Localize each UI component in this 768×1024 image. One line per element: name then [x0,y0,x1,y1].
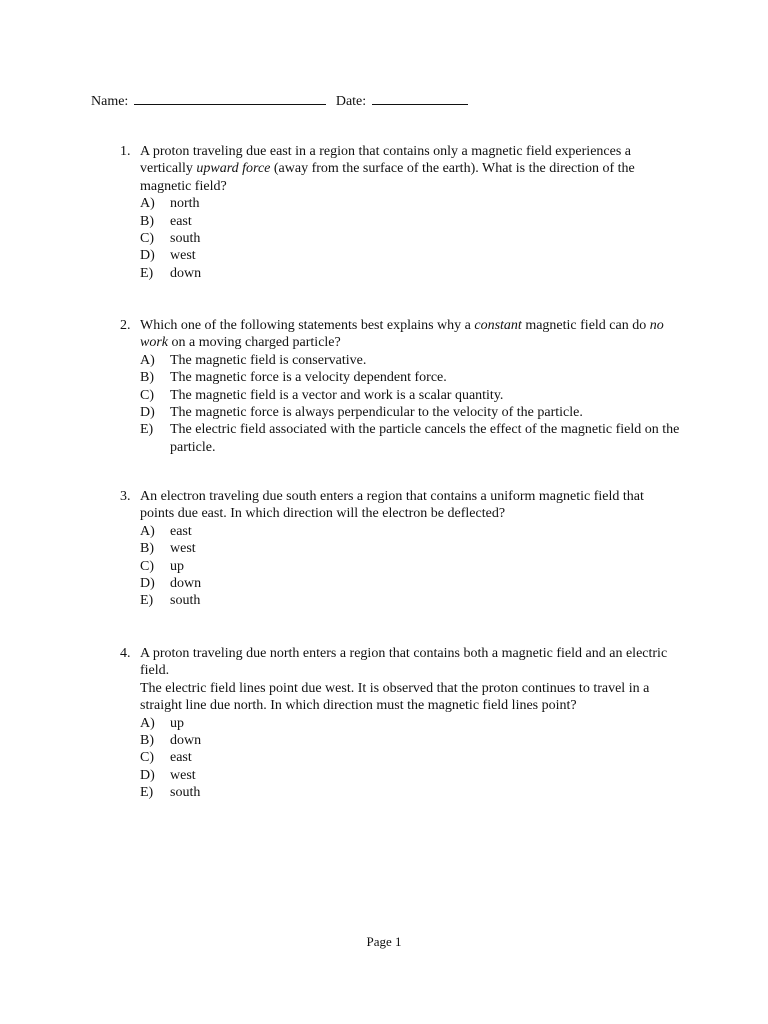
question-4 [120,645,680,802]
question-number: 2. [120,318,131,333]
option-text: down [170,576,202,592]
question-text [140,645,680,680]
question-text-part: on a moving charged particle? [168,335,341,351]
option-text: up [170,558,184,574]
answer-option-b[interactable] [140,540,680,557]
answer-option-d[interactable] [140,767,680,784]
date-blank-line[interactable] [372,91,468,105]
question-3 [120,488,680,610]
option-letter: A) [140,196,155,212]
question-2 [120,317,680,456]
question-number: 1. [120,144,131,159]
question-text-part: A proton traveling due north enters a region that contains both a magnetic field and an electric field. [140,646,668,679]
answer-option-e[interactable] [140,784,680,801]
option-text: down [170,265,202,281]
option-text: down [170,733,202,749]
option-text: The magnetic force is a velocity dependent force. [170,370,447,386]
answer-options [140,523,680,610]
answer-option-a[interactable] [140,195,680,212]
answer-option-b[interactable] [140,732,680,749]
option-text: south [170,785,201,801]
answer-option-b[interactable] [140,369,680,386]
option-letter: B) [140,541,154,557]
option-letter: A) [140,715,155,731]
option-letter: E) [140,593,154,609]
option-letter: B) [140,733,154,749]
answer-option-a[interactable] [140,715,680,732]
question-text-part: Which one of the following statements best explains why a [140,318,475,333]
question-text-part: magnetic field can do [521,318,650,333]
question-text [140,143,680,195]
option-letter: D) [140,405,155,421]
option-text: The magnetic field is a vector and work is a scalar quantity. [170,387,504,403]
answer-option-e[interactable] [140,421,680,456]
option-text: The magnetic field is conservative. [170,352,367,368]
answer-options [140,715,680,802]
answer-option-c[interactable] [140,230,680,247]
option-letter: E) [140,422,154,438]
option-text: west [170,248,196,264]
option-letter: C) [140,750,154,766]
option-letter: C) [140,231,154,247]
answer-option-d[interactable] [140,575,680,592]
question-text-continuation: The electric field lines point due west. It is observed that the proton continues to travel in a straight line due north. In which direction must the magnetic field lines point? [140,680,650,714]
question-text-part: An electron traveling due south enters a region that contains a uniform magnetic field that points due east. In which direction will the electron be deflected? [140,489,644,522]
option-letter: D) [140,248,155,264]
question-number: 4. [120,646,131,661]
option-letter: C) [140,558,154,574]
option-letter: B) [140,213,154,229]
option-letter: B) [140,370,154,386]
answer-options [140,352,680,456]
answer-option-d[interactable] [140,404,680,421]
question-emphasis: no work [140,318,664,351]
option-letter: E) [140,265,154,281]
answer-option-c[interactable] [140,558,680,575]
name-date-header [91,91,468,110]
option-letter: E) [140,785,154,801]
question-text [140,317,680,352]
answer-option-c[interactable] [140,387,680,404]
question-1 [120,143,680,282]
answer-option-a[interactable] [140,352,680,369]
option-text: west [170,767,196,783]
option-text: The electric field associated with the particle cancels the effect of the magnetic field on the particle. [170,422,680,455]
option-letter: D) [140,767,155,783]
option-text: east [170,523,192,539]
answer-option-c[interactable] [140,749,680,766]
question-text-part: A proton traveling due east in a region that contains only a magnetic field experiences a vertically [140,144,631,177]
question-emphasis: upward force [196,161,271,177]
option-text: west [170,541,196,557]
answer-option-e[interactable] [140,265,680,282]
option-letter: D) [140,576,155,592]
option-letter: C) [140,387,154,403]
option-text: north [170,196,200,212]
option-text: east [170,213,192,229]
date-label: Date: [335,94,367,109]
name-label: Name: [91,94,129,109]
answer-option-e[interactable] [140,592,680,609]
option-text: The magnetic force is always perpendicular to the velocity of the particle. [170,405,583,421]
question-emphasis: constant [474,318,522,333]
page-number: Page 1 [366,934,402,949]
option-text: up [170,715,184,731]
question-text-part: (away from the surface of the earth). What is the direction of the magnetic field? [140,161,635,194]
name-blank-line[interactable] [134,91,326,105]
question-number: 3. [120,489,131,504]
option-text: east [170,750,192,766]
option-letter: A) [140,523,155,539]
option-letter: A) [140,352,155,368]
answer-options [140,195,680,282]
option-text: south [170,593,201,609]
option-text: south [170,231,201,247]
answer-option-b[interactable] [140,213,680,230]
answer-option-a[interactable] [140,523,680,540]
question-text [140,488,680,523]
answer-option-d[interactable] [140,247,680,264]
